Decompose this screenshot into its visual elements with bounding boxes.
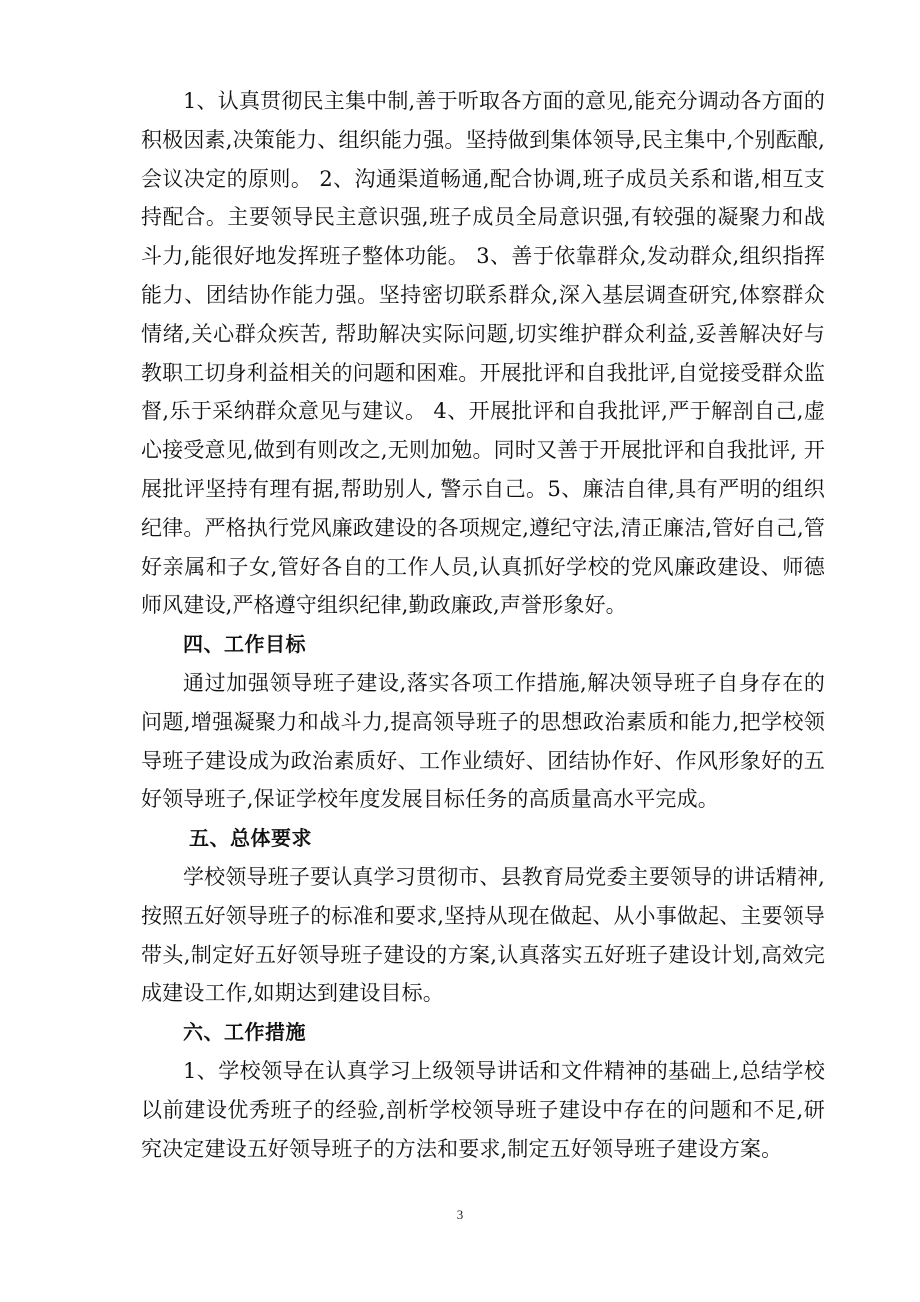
paragraph-work-measures: 1、学校领导在认真学习上级领导讲话和文件精神的基础上,总结学校以前建设优秀班子的经验,剖析学校领导班子建设中存在的问题和不足,研究决定建设五好领导班子的方法和要求,制定五好领导班子建设方案。 <box>141 1058 825 1161</box>
page-number: 3 <box>456 1207 464 1222</box>
section-heading-overall-requirements: 五、总体要求 <box>189 826 312 851</box>
paragraph-work-goals: 通过加强领导班子建设,落实各项工作措施,解决领导班子自身存在的问题,增强凝聚力和战斗力,提高领导班子的思想政治素质和能力,把学校领导班子建设成为政治素质好、工作业绩好、团结协作好、作风形象好的五好领导班子,保证学校年度发展目标任务的高质量高水平完成。 <box>141 670 825 812</box>
section-heading-work-goals: 四、工作目标 <box>183 632 306 657</box>
section-heading-work-measures: 六、工作措施 <box>183 1020 306 1045</box>
paragraph-leadership-qualities: 1、认真贯彻民主集中制,善于听取各方面的意见,能充分调动各方面的积极因素,决策能力、组织能力强。坚持做到集体领导,民主集中,个别酝酿,会议决定的原则。 2、沟通渠道畅通,配合协调,班子成员关系和谐,相互支持配合。主要领导民主意识强,班子成员全局意识强,有较强的凝聚力和战斗力,能很好地发挥班子整体功能。 3、善于依靠群众,发动群众,组织指挥能力、团结协作能力强。坚持密切联系群众,深入基层调查研究,体察群众情绪,关心群众疾苦, 帮助解决实际问题,切实维护群众利益,妥善解决好与教职工切身利益相关的问题和困难。开展批评和自我批评,自觉接受群众监督,乐于采纳群众意见与建议。 4、开展批评和自我批评,严于解剖自己,虚心接受意见,做到有则改之,无则加勉。同时又善于开展批评和自我批评, 开展批评坚持有理有据,帮助别人, 警示自己。5、廉洁自律,具有严明的组织纪律。严格执行党风廉政建设的各项规定,遵纪守法,清正廉洁,管好自己,管好亲属和子女,管好各自的工作人员,认真抓好学校的党风廉政建设、师德师风建设,严格遵守组织纪律,勤政廉政,声誉形象好。 <box>141 89 825 618</box>
paragraph-overall-requirements: 学校领导班子要认真学习贯彻市、县教育局党委主要领导的讲话精神,按照五好领导班子的标准和要求,坚持从现在做起、从小事做起、主要领导带头,制定好五好领导班子建设的方案,认真落实五好班子建设计划,高效完成建设工作,如期达到建设目标。 <box>141 864 825 1006</box>
document-body <box>141 82 825 1168</box>
